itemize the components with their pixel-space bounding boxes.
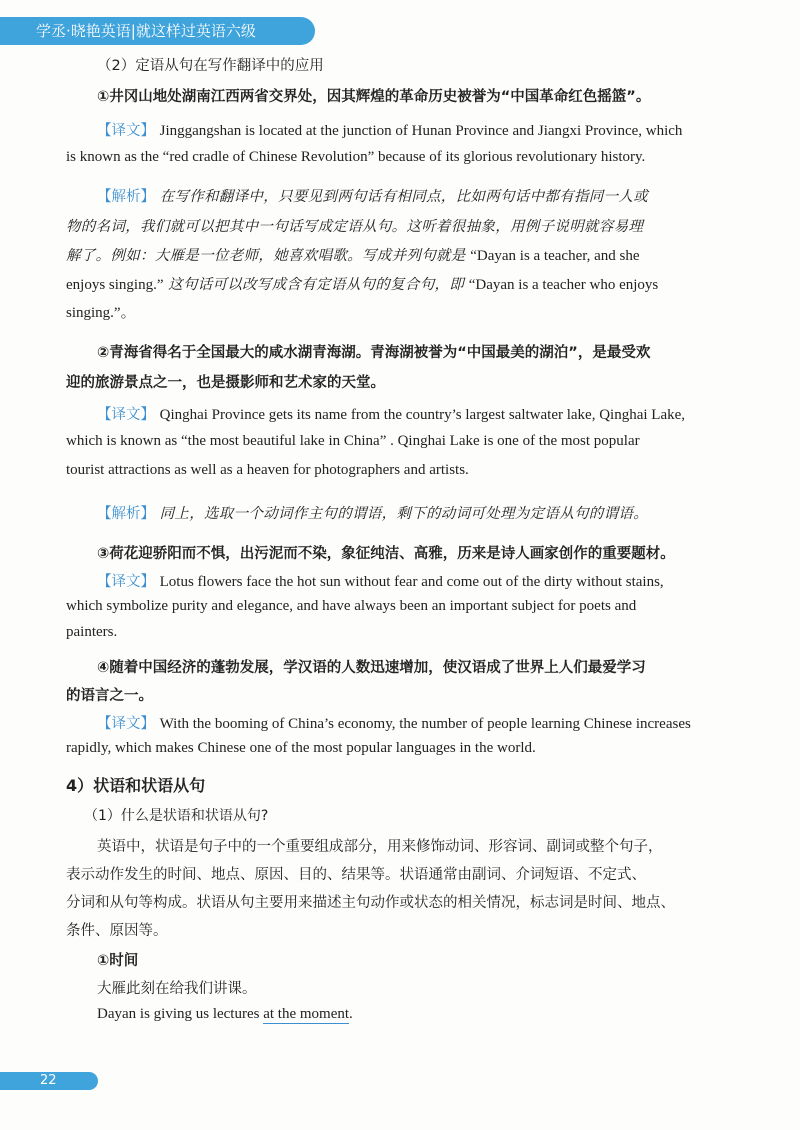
section-4-paragraph-line-1: 英语中，状语是句子中的一个重要组成部分，用来修饰动词、形容词、副词或整个句子， (97, 839, 663, 855)
time-heading: ①时间 (97, 953, 139, 969)
example-4-chinese-line-1: ④随着中国经济的蓬勃发展，学汉语的人数迅速增加，使汉语成了世界上人们最爱学习 (97, 660, 646, 676)
example-2-chinese-line-1: ②青海省得名于全国最大的咸水湖青海湖。青海湖被誉为“中国最美的湖泊”，是最受欢 (97, 345, 651, 361)
analysis-tag: 【解析】 (97, 189, 155, 205)
translation-text: Jinggangshan is located at the junction of Hunan Province and Jiangxi Province, which (159, 123, 683, 139)
analysis-text: 解了。例如：大雁是一位老师，她喜欢唱歌。写成并列句就是 (66, 248, 466, 264)
section-4-subtitle: （1）什么是状语和状语从句? (84, 808, 269, 824)
page-number (0, 1072, 98, 1090)
example-2-translation-line-3: tourist attractions as well as a heaven for photographers and artists. (66, 462, 469, 478)
section-4-paragraph-line-4: 条件、原因等。 (66, 923, 168, 939)
example-4-translation-line-2: rapidly, which makes Chinese one of the most popular languages in the world. (66, 740, 536, 756)
translation-text: With the booming of China’s economy, the number of people learning Chinese increases (159, 716, 691, 732)
analysis-example: “Dayan is a teacher who enjoys (468, 277, 659, 293)
example-1-analysis-line-1 (97, 185, 648, 206)
analysis-text: 这句话可以改写成含有定语从句的复合句，即 (168, 277, 465, 293)
example-1-chinese: ①井冈山地处湖南江西两省交界处，因其辉煌的革命历史被誉为“中国革命红色摇篮”。 (97, 89, 651, 105)
section-4-paragraph-line-3: 分词和从句等构成。状语从句主要用来描述主句动作或状态的相关情况，标志词是时间、地点、 (66, 895, 675, 911)
translation-tag: 【译文】 (97, 574, 155, 590)
translation-tag: 【译文】 (97, 123, 155, 139)
analysis-example: “Dayan is a teacher, and she (470, 248, 640, 264)
example-3-translation-line-1 (97, 570, 664, 591)
example-1-analysis-line-3 (66, 244, 640, 265)
example-2-translation-line-1 (97, 403, 685, 424)
translation-text: Lotus flowers face the hot sun without fear and come out of the dirty without stains, (159, 574, 664, 590)
analysis-text: 同上，选取一个动词作主句的谓语，剩下的动词可处理为定语从句的谓语。 (159, 506, 649, 522)
example-1-analysis-line-4 (66, 273, 658, 294)
header-title: 学丞·晓艳英语|就这样过英语六级 (36, 22, 256, 40)
page-number-text: 22 (40, 1073, 57, 1088)
example-3-translation-line-3: painters. (66, 624, 118, 640)
translation-text: Qinghai Province gets its name from the country’s largest saltwater lake, Qinghai Lake, (159, 407, 686, 423)
section-4-paragraph-line-2: 表示动作发生的时间、地点、原因、目的、结果等。状语通常由副词、介词短语、不定式、 (66, 867, 646, 883)
header-banner (0, 17, 315, 45)
translation-tag: 【译文】 (97, 407, 155, 423)
analysis-tag: 【解析】 (97, 506, 155, 522)
analysis-text: 在写作和翻译中，只要见到两句话有相同点，比如两句话中都有指同一人或 (159, 189, 649, 205)
example-1-analysis-line-5: singing.”。 (66, 305, 136, 321)
example-4-chinese-line-2: 的语言之一。 (66, 688, 153, 704)
example-2-translation-line-2: which is known as “the most beautiful lake in China” . Qinghai Lake is one of the most popular (66, 433, 640, 449)
example-1-analysis-line-2: 物的名词，我们就可以把其中一句话写成定语从句。这听着很抽象，用例子说明就容易理 (66, 219, 644, 235)
example-text: Dayan is giving us lectures (97, 1006, 264, 1022)
example-2-chinese-line-2: 迎的旅游景点之一，也是摄影师和艺术家的天堂。 (66, 375, 385, 391)
example-3-translation-line-2: which symbolize purity and elegance, and have always been an important subject for poets and (66, 598, 637, 614)
subsection-title: （2）定语从句在写作翻译中的应用 (97, 58, 324, 74)
time-example-english (97, 1006, 353, 1023)
underlined-adverbial: at the moment (263, 1006, 350, 1022)
analysis-example: enjoys singing.” (66, 277, 164, 293)
example-4-translation-line-1 (97, 712, 691, 733)
example-text: . (349, 1006, 353, 1022)
time-example-chinese: 大雁此刻在给我们讲课。 (97, 981, 257, 997)
example-1-translation-line-2: is known as the “red cradle of Chinese Revolution” because of its glorious revolutionary history. (66, 149, 646, 165)
example-3-chinese: ③荷花迎骄阳而不惧，出污泥而不染，象征纯洁、高雅，历来是诗人画家创作的重要题材。 (97, 546, 675, 562)
example-2-analysis (97, 502, 648, 523)
example-1-translation-line-1 (97, 119, 682, 140)
translation-tag: 【译文】 (97, 716, 155, 732)
section-4-title: 4）状语和状语从句 (66, 776, 206, 795)
